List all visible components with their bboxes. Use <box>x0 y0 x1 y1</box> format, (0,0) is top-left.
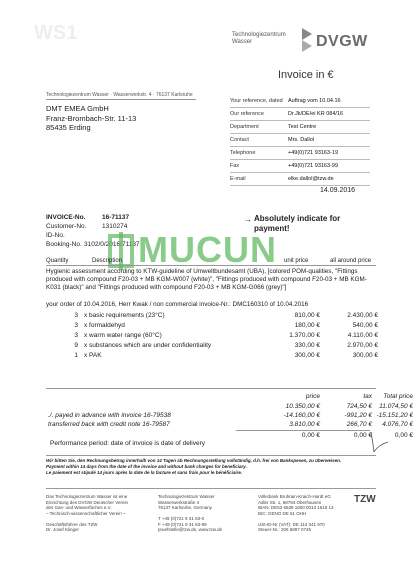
line-item <box>48 312 378 322</box>
meta-key: Your reference, dated <box>230 98 283 104</box>
payment-notice-line2: payment! <box>254 224 290 233</box>
arrow-icon: → <box>244 215 252 224</box>
meta-key: Telephone <box>230 150 256 156</box>
notice-rule <box>46 455 376 456</box>
handwritten-mark <box>368 430 390 461</box>
org-name-line1: Technologiezentrum <box>232 32 286 38</box>
dvgw-logo-mark <box>302 28 312 52</box>
meta-value: Mrs. Dallol <box>288 137 314 143</box>
meta-value: +49(0)721 93163-99 <box>288 163 338 169</box>
id-no-label: ID-No. <box>46 232 65 239</box>
meta-value: +49(0)721 93163-19 <box>288 150 338 156</box>
document-title: Invoice in € <box>278 69 334 81</box>
item-unit: 1.370,00 € <box>289 332 320 339</box>
col-unit-price: unit price <box>284 258 309 264</box>
totals-row <box>48 412 413 421</box>
footer-col-organisation: Das Technologiezentrum Wasser ist eine Einrichtung des DVGW Deutscher Verein des Gas- und Wasserfaches e.V. – Technisch-wissenschaftlicher Verein – Geschäftsführer des TZW Dr. Josef Klinger <box>46 494 129 532</box>
item-amount: 4.110,00 € <box>347 332 378 339</box>
meta-key: Fax <box>230 163 240 169</box>
footer-col-address: Technologiezentrum Wasser Wasserwerkstraße 4 76137 Karlsruhe, Germany T +49 (0)721 9 31 63-0 F +49 (0)721 9 31 63-99 pruefstelle@tzw.de, www.tzw.de <box>158 494 223 532</box>
footer-col-bank: Volksbank Bruhrain-Kraich-Hardt eG Adler Str. 1, 68794 Oberhausen IBAN: DE53 6639 1600 0013 1619 13 BIC: GENO DE 61 OHH USt-ID-Nr (VAT): DE 114 341 970 Steuer-Nr.: 206 5897 0745 <box>258 494 334 532</box>
item-amount: 540,00 € <box>352 322 378 329</box>
totals-price: 3.810,00 € <box>289 421 320 428</box>
item-qty: 1 <box>74 352 78 359</box>
totals-price-header: price <box>305 393 320 400</box>
item-unit: 180,00 € <box>294 322 320 329</box>
meta-row <box>230 109 370 121</box>
meta-row <box>230 174 370 186</box>
totals-total: -15.151,20 € <box>376 412 413 419</box>
meta-key: E-mail <box>230 176 246 182</box>
item-qty: 3 <box>74 312 78 319</box>
invoice-date: 14.09.2016 <box>320 187 356 194</box>
customer-no-label: Customer-No. <box>46 223 87 230</box>
item-desc: x PAK <box>84 352 102 359</box>
performance-period: Performance period: date of invoice is date of delivery <box>50 440 206 447</box>
totals-tax: 266,70 € <box>346 421 372 428</box>
header-rule <box>46 265 376 266</box>
booking-no-value: 3102/0/2016/71137 <box>84 241 140 248</box>
line-item <box>48 342 378 352</box>
totals-row <box>48 421 413 430</box>
meta-row <box>230 96 370 108</box>
meta-value: Test Centre <box>288 124 317 130</box>
booking-no-label: Booking-No. <box>46 241 82 248</box>
totals-row <box>48 403 413 412</box>
customer-no-value: 1310274 <box>102 223 128 230</box>
meta-key: Department <box>230 124 259 130</box>
line-item <box>48 322 378 332</box>
totals-tax: -991,20 € <box>344 412 372 419</box>
col-amount: all around price <box>330 258 372 264</box>
item-unit: 330,00 € <box>294 342 320 349</box>
items-rule <box>46 388 376 389</box>
totals-tax: 0,00 € <box>353 432 372 439</box>
sender-line: Technologiezentrum Wasser · Wasserwerkstr. 4 · 76137 Karlsruhe <box>46 92 193 98</box>
meta-row <box>230 148 370 160</box>
payment-terms-notice: Wir bitten Sie, den Rechnungsbetrag innerhalb von 14 Tagen ab Rechnungsstellung vollständig, d.h. frei von Bankspesen, zu überweisen. Payment within 14 days from the date of the invoice and without bank charges for beneficiary. Le paiement est stipulé 14 jours après la date de la facture et sans frais pour le bénéficiaire. <box>46 458 342 475</box>
line-item <box>48 332 378 342</box>
footer-rule <box>46 488 376 489</box>
totals-tax: 724,50 € <box>346 403 372 410</box>
totals-total-header: Total price <box>383 393 413 400</box>
recipient-city: 85435 Erding <box>46 123 91 132</box>
item-amount: 2.430,00 € <box>347 312 378 319</box>
invoice-no-label: INVOICE-No. <box>46 214 86 221</box>
col-quantity: Quantity <box>46 258 69 264</box>
item-amount: 2.970,00 € <box>347 342 378 349</box>
mucun-watermark-text: MUCUN <box>138 229 277 270</box>
item-desc: x basic requirements (23°C) <box>84 312 165 319</box>
col-description: Description <box>92 258 123 264</box>
meta-row <box>230 122 370 134</box>
org-name-line2: Wasser <box>232 39 253 45</box>
totals-header <box>48 393 413 402</box>
totals-price: -14.160,00 € <box>283 412 320 419</box>
item-qty: 3 <box>74 332 78 339</box>
totals-label: ./. payed in advance with invoice 16-79538 <box>48 412 171 419</box>
item-unit: 810,00 € <box>294 312 320 319</box>
item-qty: 3 <box>74 322 78 329</box>
meta-value: elke.dallol@tzw.de <box>288 176 334 182</box>
sender-underline <box>46 99 196 100</box>
meta-value: Dr.Jk/DE/ei KR 084/16 <box>288 111 344 117</box>
item-unit: 300,00 € <box>294 352 320 359</box>
recipient-address <box>46 104 136 133</box>
totals-total: 11.074,50 € <box>379 403 413 410</box>
service-description: Hygienic assessment according to KTW-guideline of Umweltbundesamt (UBA), [colored POM-qualities, "Fittings produced with compound F20-03 + MB KGM-W007 (white)", "Fittings produced with compound F20-03 + MB KGM-K031 (black)" and "Fittings produced with compound F20-03 + MB KGM-G066 (grey)"] <box>46 268 367 291</box>
recipient-name: DMT EMEA GmbH <box>46 104 109 113</box>
meta-row <box>230 135 370 147</box>
totals-tax-header: tax <box>363 393 372 400</box>
watermark-corner: WS1 <box>34 22 78 44</box>
payment-notice-line1: Absolutely indicate for <box>254 214 341 223</box>
tzw-logo: TZW <box>354 494 376 505</box>
totals-total: 0,00 € <box>394 432 413 439</box>
totals-total: 4.076,70 € <box>382 421 413 428</box>
totals-rule <box>236 430 370 431</box>
item-amount: 300,00 € <box>352 352 378 359</box>
order-line: your order of 10.04.2016, Herr Kwak / non commercial invoice-Nr.: DMC160310 of 10.04.2016 <box>46 301 309 308</box>
item-desc: x substances which are under confidentiality <box>84 342 212 349</box>
totals-price: 10.350,00 € <box>285 403 320 410</box>
recipient-street: Franz-Brombach-Str. 11-13 <box>46 113 137 123</box>
line-item <box>48 352 378 362</box>
invoice-no-value: 16-71137 <box>102 214 130 221</box>
meta-key: Contact <box>230 137 249 143</box>
item-desc: x warm water range (60°C) <box>84 332 162 339</box>
meta-value: Auftrag vom 10.04.16 <box>288 98 341 104</box>
item-desc: x formaldehyd <box>84 322 125 329</box>
meta-key: Our reference <box>230 111 264 117</box>
item-qty: 9 <box>74 342 78 349</box>
meta-row <box>230 161 370 173</box>
dvgw-logo: DVGW <box>316 33 368 50</box>
totals-price: 0,00 € <box>301 432 320 439</box>
totals-label: transferred back with credit note 16-79587 <box>48 421 170 428</box>
